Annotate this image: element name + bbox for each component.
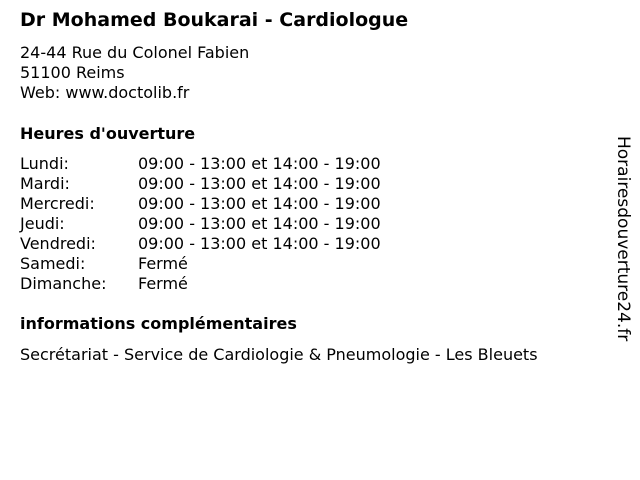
info-heading: informations complémentaires bbox=[20, 314, 297, 333]
day-label: Mercredi: bbox=[20, 194, 95, 213]
site-watermark: Horairesdouverture24.fr bbox=[613, 136, 633, 342]
day-hours: 09:00 - 13:00 et 14:00 - 19:00 bbox=[138, 234, 381, 253]
day-label: Dimanche: bbox=[20, 274, 107, 293]
address-web: Web: www.doctolib.fr bbox=[20, 83, 190, 102]
day-hours: Fermé bbox=[138, 274, 188, 293]
day-label: Lundi: bbox=[20, 154, 69, 173]
address-street: 24-44 Rue du Colonel Fabien bbox=[20, 43, 250, 62]
day-label: Vendredi: bbox=[20, 234, 96, 253]
day-label: Mardi: bbox=[20, 174, 70, 193]
day-hours: 09:00 - 13:00 et 14:00 - 19:00 bbox=[138, 174, 381, 193]
day-hours: 09:00 - 13:00 et 14:00 - 19:00 bbox=[138, 154, 381, 173]
day-hours: Fermé bbox=[138, 254, 188, 273]
address-block bbox=[20, 43, 249, 103]
day-hours: 09:00 - 13:00 et 14:00 - 19:00 bbox=[138, 194, 381, 213]
page-title: Dr Mohamed Boukarai - Cardiologue bbox=[20, 9, 409, 31]
day-label: Jeudi: bbox=[20, 214, 65, 233]
hours-heading: Heures d'ouverture bbox=[20, 124, 196, 143]
info-text: Secrétariat - Service de Cardiologie & Pneumologie - Les Bleuets bbox=[20, 345, 538, 364]
day-label: Samedi: bbox=[20, 254, 86, 273]
day-hours: 09:00 - 13:00 et 14:00 - 19:00 bbox=[138, 214, 381, 233]
address-city: 51100 Reims bbox=[20, 63, 125, 82]
